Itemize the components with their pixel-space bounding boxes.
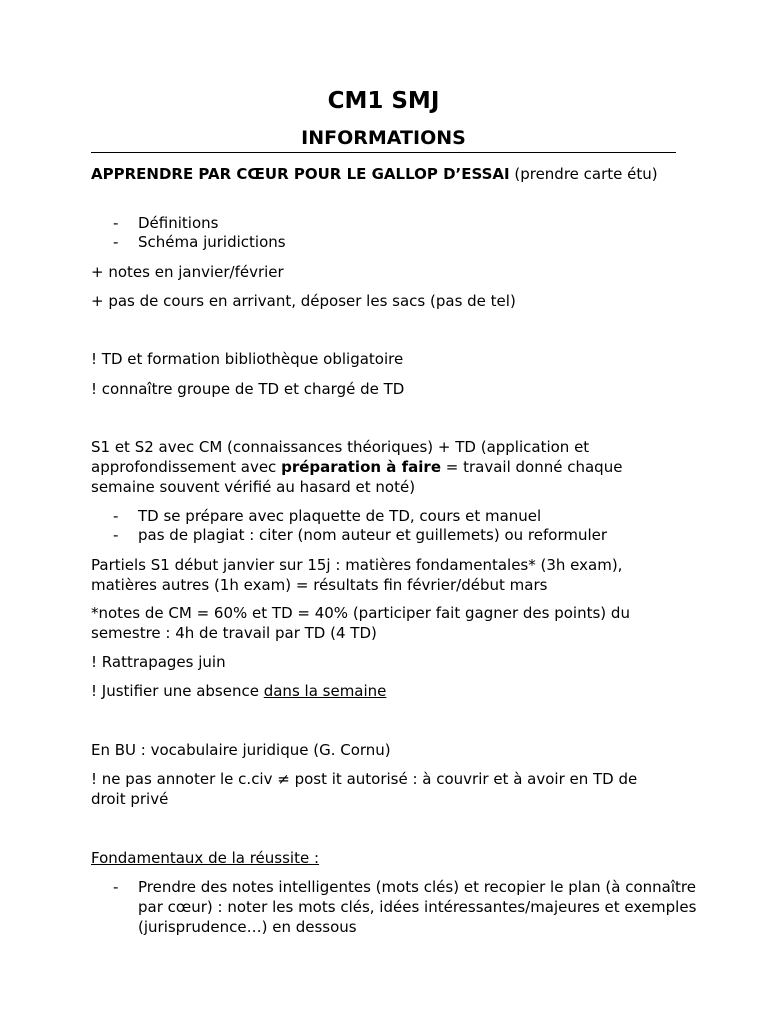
paragraph-rattrapages: ! Rattrapages juin — [91, 653, 226, 671]
paragraph-gallop-rest: (prendre carte étu) — [509, 165, 658, 183]
list-item-text: pas de plagiat : citer (nom auteur et guillemets) ou reformuler — [138, 526, 608, 544]
list-item — [113, 506, 701, 526]
paragraph-absence-underline: dans la semaine — [263, 682, 387, 700]
paragraph-s1-s2-part1: S1 et S2 avec CM (connaissances théoriques) + TD (application et approfondissement avec — [91, 438, 590, 476]
list-item — [113, 877, 701, 937]
list-dash: - — [113, 214, 119, 232]
paragraph-absence-text: ! Justifier une absence — [91, 682, 264, 700]
paragraph-notes-cm: *notes de CM = 60% et TD = 40% (participer fait gagner des points) du semestre : 4h de travail par TD (4 TD) — [91, 604, 630, 642]
list-item — [113, 525, 701, 545]
paragraph-s1-s2 — [91, 437, 676, 497]
paragraph-s1-s2-bold: préparation à faire — [281, 458, 441, 476]
list-item-text: Schéma juridictions — [138, 233, 286, 251]
paragraph-code-civil: ! ne pas annoter le c.civ ≠ post it autorisé : à couvrir et à avoir en TD de droit privé — [91, 770, 638, 808]
paragraph-cours: + pas de cours en arrivant, déposer les sacs (pas de tel) — [91, 292, 516, 310]
paragraph-gallop — [91, 164, 676, 184]
paragraph-groupe-td: ! connaître groupe de TD et chargé de TD — [91, 380, 405, 398]
section-heading-fondamentaux: Fondamentaux de la réussite : — [91, 849, 320, 867]
list-item-text: TD se prépare avec plaquette de TD, cours et manuel — [138, 507, 542, 525]
list-item — [113, 232, 701, 252]
title-divider — [91, 152, 676, 153]
list-item-text: Prendre des notes intelligentes (mots clés) et recopier le plan (à connaître par cœur) : noter les mots clés, idées intéressantes/majeures et exemples (jurisprudence…) en dessous — [138, 878, 697, 936]
paragraph-bu: En BU : vocabulaire juridique (G. Cornu) — [91, 741, 391, 759]
paragraph-absence — [91, 681, 676, 701]
list-item-text: Définitions — [138, 214, 219, 232]
paragraph-notes: + notes en janvier/février — [91, 263, 284, 281]
list-dash: - — [113, 526, 119, 544]
document-title: CM1 SMJ — [327, 88, 440, 114]
list-item — [113, 213, 701, 233]
paragraph-gallop-bold: APPRENDRE PAR CŒUR POUR LE GALLOP D’ESSAI — [91, 165, 510, 183]
document-subtitle: INFORMATIONS — [301, 127, 466, 149]
list-dash: - — [113, 878, 119, 896]
list-dash: - — [113, 507, 119, 525]
list-dash: - — [113, 233, 119, 251]
paragraph-td-bibliotheque: ! TD et formation bibliothèque obligatoire — [91, 350, 404, 368]
paragraph-partiels: Partiels S1 début janvier sur 15j : matières fondamentales* (3h exam), matières autres (1h exam) = résultats fin février/début mars — [91, 556, 623, 594]
paragraph-s1-s2-part2: = travail donné chaque semaine souvent vérifié au hasard et noté) — [91, 458, 623, 496]
